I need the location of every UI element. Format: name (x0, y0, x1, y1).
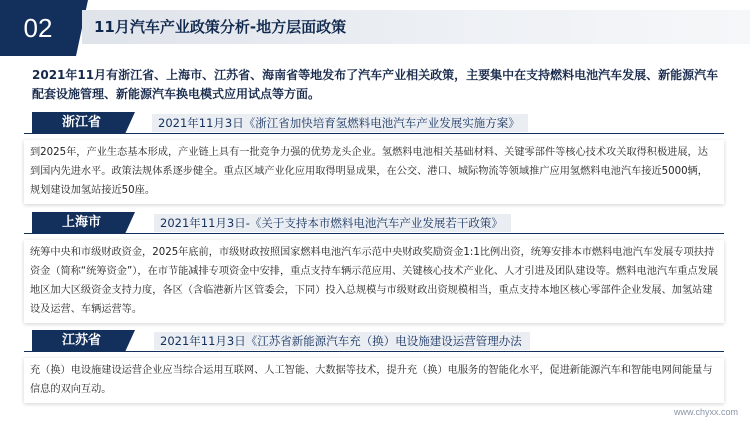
policy-body: 统筹中央和市级财政资金，2025年底前，市级财政按照国家燃料电池汽车示范中央财政奖励资金1:1比例出资，统筹安排本市燃料电池汽车发展专项扶持资金（简称“统筹资金”），在市节能减排专项资金中安排，重点支持车辆示范应用、关键核心技术产业化、人才引进及团队建设等。燃料电池汽车重点发展地区加大区级资金支持力度，各区（含临港新片区管委会，下同）投入总规模与市级财政出资规模相当，重点支持本地区核心零部件企业发展、加氢站建设及运营、车辆运营等。 (24, 240, 724, 323)
section-shanghai (24, 212, 724, 323)
policy-title: 2021年11月3日《浙江省加快培育氢燃料电池汽车产业发展实施方案》 (158, 112, 520, 134)
region-tag: 江苏省 (32, 330, 125, 352)
policy-title: 2021年11月3日《江苏省新能源汽车充（换）电设施建设运营管理办法 (160, 330, 522, 352)
policy-body: 充（换）电设施建设运营企业应当综合运用互联网、人工智能、大数据等技术，提升充（换）电服务的智能化水平，促进新能源汽车和智能电网间能量与信息的双向互动。 (24, 358, 724, 403)
section-header (24, 212, 724, 234)
section-number: 02 (0, 0, 76, 56)
section-header (24, 112, 724, 134)
section-zhejiang (24, 112, 724, 204)
intro-paragraph: 2021年11月有浙江省、上海市、江苏省、海南省等地发布了汽车产业相关政策，主要集中在支持燃料电池汽车发展、新能源汽车配套设施管理、新能源汽车换电模式应用试点等方面。 (32, 68, 719, 101)
region-tag: 浙江省 (32, 112, 125, 134)
policy-body: 到2025年，产业生态基本形成，产业链上具有一批竞争力强的优势龙头企业。氢燃料电池相关基础材料、关键零部件等核心技术攻关取得积极进展，达到国内先进水平。政策法规体系逐步健全。重点区域产业化应用取得明显成果，在公交、港口、城际物流等领域推广应用氢燃料电池汽车接近5000辆，规划建设加氢站接近50座。 (24, 140, 724, 204)
region-tag: 上海市 (32, 212, 125, 234)
policy-title: 2021年11月3日-《关于支持本市燃料电池汽车产业发展若干政策》 (160, 212, 503, 234)
header-bar (0, 0, 750, 56)
section-header (24, 330, 724, 352)
footer-url: www.chyxx.com (673, 407, 738, 417)
page-title: 11月汽车产业政策分析-地方层面政策 (94, 18, 347, 36)
section-jiangsu (24, 330, 724, 403)
